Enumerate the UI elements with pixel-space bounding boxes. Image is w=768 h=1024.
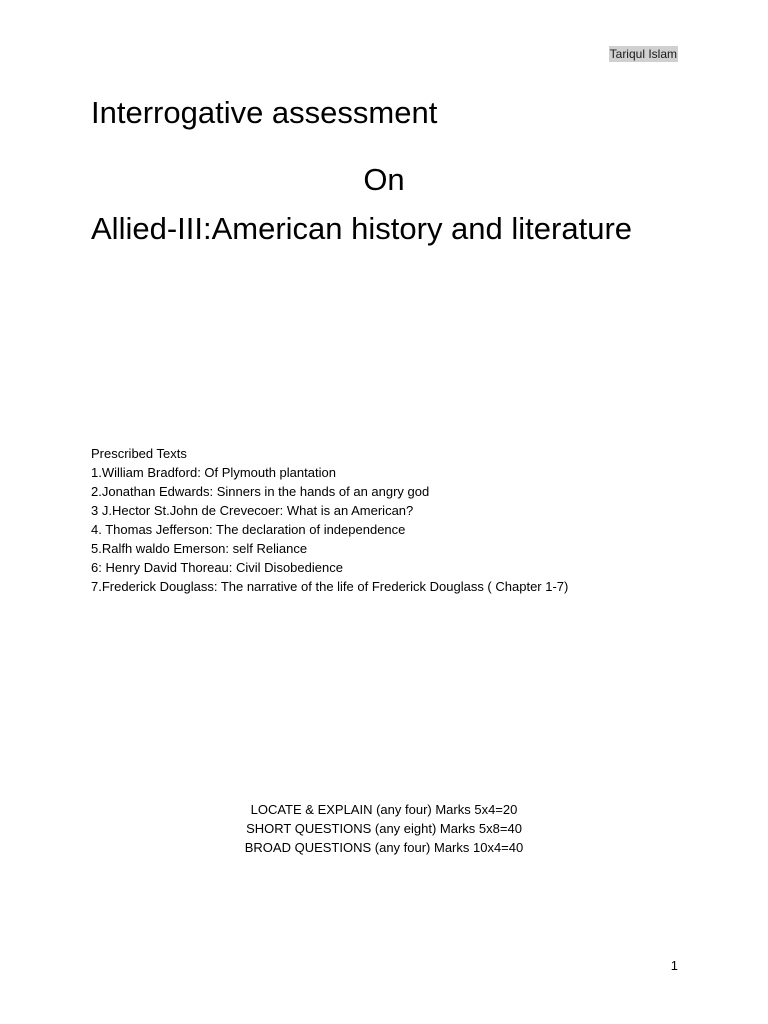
prescribed-texts-heading: Prescribed Texts bbox=[91, 446, 187, 461]
marks-line-broad-questions: BROAD QUESTIONS (any four) Marks 10x4=40 bbox=[244, 840, 524, 855]
prescribed-text-item: 7.Frederick Douglass: The narrative of the life of Frederick Douglass ( Chapter 1-7) bbox=[91, 579, 569, 594]
prescribed-text-item: 6: Henry David Thoreau: Civil Disobedience bbox=[91, 560, 343, 575]
prescribed-text-item: 4. Thomas Jefferson: The declaration of independence bbox=[91, 522, 406, 537]
course-title: Allied-III:American history and literature bbox=[91, 211, 633, 246]
prescribed-text-item: 2.Jonathan Edwards: Sinners in the hands of an angry god bbox=[91, 484, 430, 499]
prescribed-text-item: 3 J.Hector St.John de Crevecoer: What is an American? bbox=[91, 503, 414, 518]
title-connector: On bbox=[363, 162, 405, 197]
page-number: 1 bbox=[670, 958, 678, 973]
document-title: Interrogative assessment bbox=[91, 95, 438, 130]
prescribed-texts-list bbox=[91, 444, 568, 596]
author-name: Tariqul Islam bbox=[609, 47, 677, 61]
marks-line-short-questions: SHORT QUESTIONS (any eight) Marks 5x8=40 bbox=[246, 821, 522, 836]
marks-line-locate-explain: LOCATE & EXPLAIN (any four) Marks 5x4=20 bbox=[250, 802, 518, 817]
prescribed-text-item: 1.William Bradford: Of Plymouth plantation bbox=[91, 465, 336, 480]
prescribed-text-item: 5.Ralfh waldo Emerson: self Reliance bbox=[91, 541, 308, 556]
marks-distribution bbox=[0, 800, 768, 857]
